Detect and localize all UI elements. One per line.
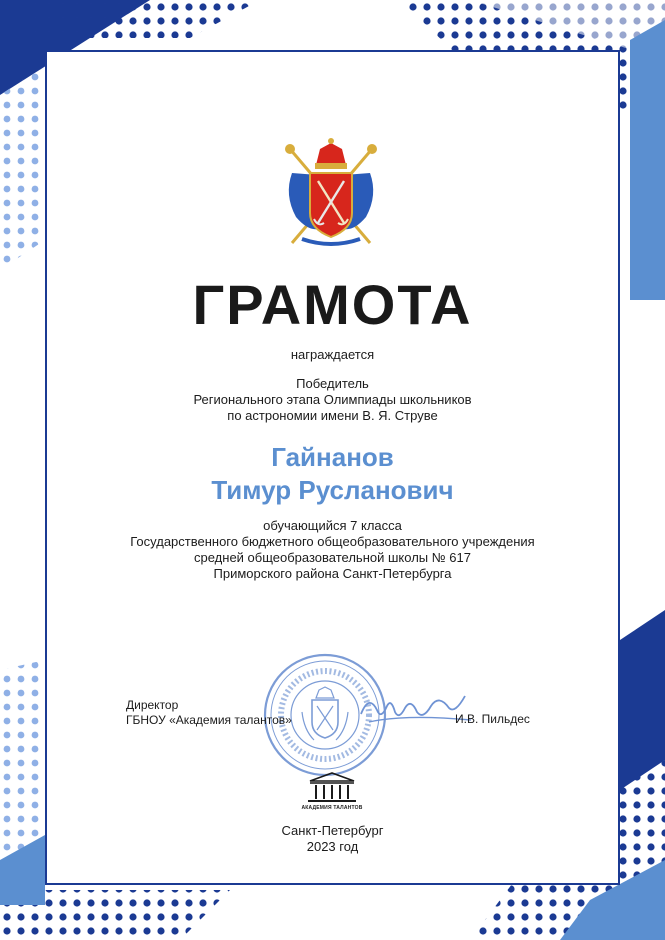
recipient-given-names: Тимур Русланович xyxy=(211,475,454,505)
signatory-position-line: Директор xyxy=(126,698,179,712)
achievement-block xyxy=(0,376,665,424)
details-line: средней общеобразовательной школы № 617 xyxy=(194,550,471,565)
city: Санкт-Петербург xyxy=(281,823,384,838)
achievement-line: Регионального этапа Олимпиады школьников xyxy=(193,392,472,407)
achievement-line: по астрономии имени В. Я. Струве xyxy=(227,408,438,423)
st-petersburg-coat-of-arms-icon xyxy=(278,135,384,251)
signatory-position xyxy=(126,698,292,728)
recipient-surname: Гайнанов xyxy=(271,442,394,472)
signatory-organization: ГБНОУ «Академия талантов» xyxy=(126,713,292,727)
details-line: Государственного бюджетного общеобразовательного учреждения xyxy=(130,534,535,549)
recipient-details xyxy=(0,518,665,582)
signatory-name: И.В. Пильдес xyxy=(455,712,530,726)
recipient-name xyxy=(0,441,665,507)
year: 2023 год xyxy=(306,839,359,854)
certificate-title: ГРАМОТА xyxy=(192,273,473,336)
academy-logo-caption: АКАДЕМИЯ ТАЛАНТОВ xyxy=(301,805,363,811)
achievement-line: Победитель xyxy=(296,376,369,391)
certificate-footer xyxy=(0,823,665,855)
details-line: обучающийся 7 класса xyxy=(263,518,402,533)
awarded-text: награждается xyxy=(290,347,375,362)
details-line: Приморского района Санкт-Петербурга xyxy=(213,566,452,581)
